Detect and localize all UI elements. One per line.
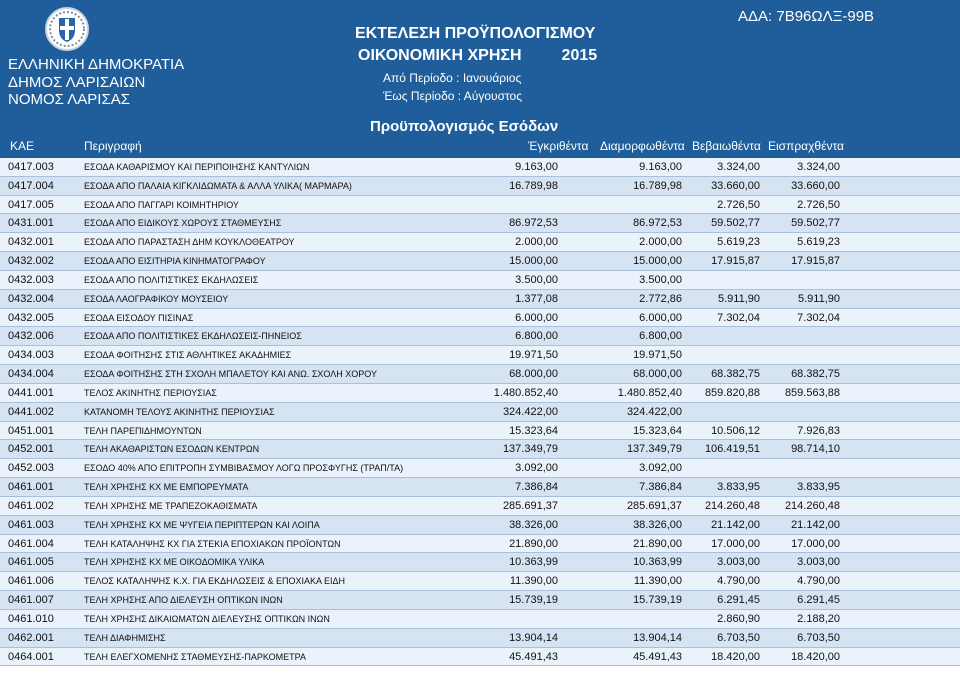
collected-cell: 6.291,45 bbox=[797, 594, 840, 607]
table-row bbox=[0, 535, 960, 554]
collected-cell: 2.726,50 bbox=[797, 198, 840, 211]
description-cell: ΕΣΟΔΟ 40% ΑΠΟ ΕΠΙΤΡΟΠΗ ΣΥΜΒΙΒΑΣΜΟΥ ΛΟΓΩ ΠΡΟΣΦΥΓΗΣ (ΤΡΑΠ/ΤΑ) bbox=[84, 463, 404, 474]
kae-cell: 0434.004 bbox=[8, 368, 54, 381]
description-cell: ΤΕΛΗ ΧΡΗΣΗΣ ΚΧ ΜΕ ΕΜΠΟΡΕΥΜΑΤΑ bbox=[84, 482, 249, 493]
approved-cell: 15.323,64 bbox=[509, 424, 558, 437]
approved-cell: 3.500,00 bbox=[515, 273, 558, 286]
kae-cell: 0461.010 bbox=[8, 612, 54, 625]
approved-cell: 15.000,00 bbox=[509, 255, 558, 268]
approved-cell: 1.377,08 bbox=[515, 292, 558, 305]
kae-cell: 0431.001 bbox=[8, 217, 54, 230]
collected-cell: 859.563,88 bbox=[784, 386, 840, 399]
kae-cell: 0461.004 bbox=[8, 537, 54, 550]
approved-cell: 2.000,00 bbox=[515, 236, 558, 249]
description-cell: ΤΕΛΗ ΔΙΑΦΗΜΙΣΗΣ bbox=[84, 632, 166, 643]
formed-cell: 15.739,19 bbox=[633, 594, 682, 607]
col-kae: ΚΑΕ bbox=[10, 139, 35, 153]
kae-cell: 0432.005 bbox=[8, 311, 54, 324]
description-cell: ΤΕΛΗ ΧΡΗΣΗΣ ΚΧ ΜΕ ΟΙΚΟΔΟΜΙΚΑ ΥΛΙΚΑ bbox=[84, 557, 265, 568]
certified-cell: 59.502,77 bbox=[711, 217, 760, 230]
approved-cell: 6.000,00 bbox=[515, 311, 558, 324]
approved-cell: 21.890,00 bbox=[509, 537, 558, 550]
table-row bbox=[0, 516, 960, 535]
table-row bbox=[0, 403, 960, 422]
formed-cell: 68.000,00 bbox=[633, 368, 682, 381]
kae-cell: 0452.001 bbox=[8, 443, 54, 456]
formed-cell: 13.904,14 bbox=[633, 631, 682, 644]
kae-cell: 0461.002 bbox=[8, 499, 54, 512]
certified-cell: 6.291,45 bbox=[717, 594, 760, 607]
description-cell: ΕΣΟΔΑ ΦΟΙΤΗΣΗΣ ΣΤΗ ΣΧΟΛΗ ΜΠΑΛΕΤΟΥ ΚΑΙ ΑΝΩ. ΣΧΟΛΗ ΧΟΡΟΥ bbox=[84, 369, 377, 380]
col-formed: Διαμορφωθέντα bbox=[600, 139, 685, 153]
period-to: Έως Περίοδο : Αύγουστος bbox=[383, 89, 523, 103]
approved-cell: 68.000,00 bbox=[509, 368, 558, 381]
formed-cell: 7.386,84 bbox=[639, 481, 682, 494]
fiscal-year-line bbox=[358, 47, 597, 65]
collected-cell: 3.833,95 bbox=[797, 481, 840, 494]
formed-cell: 38.326,00 bbox=[633, 518, 682, 531]
table-row bbox=[0, 290, 960, 309]
table-row bbox=[0, 648, 960, 667]
approved-cell: 137.349,79 bbox=[502, 443, 558, 456]
certified-cell: 5.619,23 bbox=[717, 236, 760, 249]
col-approved: Έγκριθέντα bbox=[528, 139, 589, 153]
kae-cell: 0461.005 bbox=[8, 556, 54, 569]
description-cell: ΕΣΟΔΑ ΑΠΟ ΠΟΛΙΤΙΣΤΙΚΕΣ ΕΚΔΗΛΩΣΕΙΣ-ΠΗΝΕΙΟΣ bbox=[84, 331, 302, 342]
collected-cell: 3.324,00 bbox=[797, 161, 840, 173]
col-certified: Βεβαιωθέντα bbox=[692, 139, 761, 153]
description-cell: ΕΣΟΔΑ ΑΠΟ ΠΑΓΓΑΡΙ ΚΟΙΜΗΤΗΡΙΟΥ bbox=[84, 199, 239, 210]
formed-cell: 15.323,64 bbox=[633, 424, 682, 437]
kae-cell: 0432.004 bbox=[8, 292, 54, 305]
col-description: Περιγραφή bbox=[84, 139, 142, 153]
formed-cell: 1.480.852,40 bbox=[617, 386, 682, 399]
budget-table bbox=[0, 158, 960, 666]
certified-cell: 214.260,48 bbox=[704, 499, 760, 512]
formed-cell: 285.691,37 bbox=[626, 499, 682, 512]
certified-cell: 17.000,00 bbox=[711, 537, 760, 550]
description-cell: ΤΕΛΟΣ ΚΑΤΑΛΗΨΗΣ Κ.Χ. ΓΙΑ ΕΚΔΗΛΩΣΕΙΣ & ΕΠΟΧΙΑΚΑ ΕΙΔΗ bbox=[84, 576, 346, 587]
approved-cell: 19.971,50 bbox=[509, 349, 558, 362]
kae-cell: 0461.006 bbox=[8, 575, 54, 588]
table-row bbox=[0, 327, 960, 346]
formed-cell: 324.422,00 bbox=[626, 405, 682, 418]
certified-cell: 3.833,95 bbox=[717, 481, 760, 494]
collected-cell: 17.915,87 bbox=[791, 255, 840, 268]
collected-cell: 21.142,00 bbox=[791, 518, 840, 531]
kae-cell: 0417.004 bbox=[8, 179, 54, 192]
certified-cell: 6.703,50 bbox=[717, 631, 760, 644]
approved-cell: 16.789,98 bbox=[509, 179, 558, 192]
approved-cell: 285.691,37 bbox=[502, 499, 558, 512]
kae-cell: 0441.002 bbox=[8, 405, 54, 418]
table-row bbox=[0, 271, 960, 290]
approved-cell: 45.491,43 bbox=[509, 650, 558, 663]
table-row bbox=[0, 177, 960, 196]
collected-cell: 5.911,90 bbox=[797, 292, 840, 305]
formed-cell: 6.000,00 bbox=[639, 311, 682, 324]
report-header bbox=[0, 0, 960, 118]
table-row bbox=[0, 158, 960, 177]
certified-cell: 2.726,50 bbox=[717, 198, 760, 211]
kae-cell: 0461.003 bbox=[8, 518, 54, 531]
collected-cell: 6.703,50 bbox=[797, 631, 840, 644]
certified-cell: 3.324,00 bbox=[717, 161, 760, 173]
kae-cell: 0432.003 bbox=[8, 273, 54, 286]
table-row bbox=[0, 214, 960, 233]
formed-cell: 19.971,50 bbox=[633, 349, 682, 362]
greek-emblem-icon bbox=[44, 6, 90, 52]
collected-cell: 59.502,77 bbox=[791, 217, 840, 230]
table-row bbox=[0, 422, 960, 441]
formed-cell: 2.000,00 bbox=[639, 236, 682, 249]
approved-cell: 6.800,00 bbox=[515, 330, 558, 343]
collected-cell: 214.260,48 bbox=[784, 499, 840, 512]
table-row bbox=[0, 497, 960, 516]
description-cell: ΕΣΟΔΑ ΑΠΟ ΕΙΣΙΤΗΡΙΑ ΚΙΝΗΜΑΤΟΓΡΑΦΟΥ bbox=[84, 256, 266, 267]
certified-cell: 7.302,04 bbox=[717, 311, 760, 324]
description-cell: ΤΕΛΗ ΕΛΕΓΧΟΜΕΝΗΣ ΣΤΑΘΜΕΥΣΗΣ-ΠΑΡΚΟΜΕΤΡΑ bbox=[84, 651, 306, 662]
certified-cell: 5.911,90 bbox=[717, 292, 760, 305]
ada-code: ΑΔΑ: 7Β96ΩΛΞ-99Β bbox=[738, 8, 875, 25]
table-row bbox=[0, 572, 960, 591]
table-row bbox=[0, 610, 960, 629]
collected-cell: 5.619,23 bbox=[797, 236, 840, 249]
description-cell: ΕΣΟΔΑ ΑΠΟ ΠΟΛΙΤΙΣΤΙΚΕΣ ΕΚΔΗΛΩΣΕΙΣ bbox=[84, 274, 259, 285]
period-from: Από Περίοδο : Ιανουάριος bbox=[383, 71, 522, 85]
col-collected: Εισπραχθέντα bbox=[768, 139, 844, 153]
certified-cell: 859.820,88 bbox=[704, 386, 760, 399]
approved-cell: 15.739,19 bbox=[509, 594, 558, 607]
formed-cell: 9.163,00 bbox=[639, 161, 682, 173]
certified-cell: 106.419,51 bbox=[704, 443, 760, 456]
kae-cell: 0432.006 bbox=[8, 330, 54, 343]
description-cell: ΤΕΛΗ ΧΡΗΣΗΣ ΔΙΚΑΙΩΜΑΤΩΝ ΔΙΕΛΕΥΣΗΣ ΟΠΤΙΚΩΝ ΙΝΩΝ bbox=[84, 613, 330, 624]
table-row bbox=[0, 346, 960, 365]
table-row bbox=[0, 553, 960, 572]
description-cell: ΕΣΟΔΑ ΑΠΟ ΠΑΛΑΙΑ ΚΙΓΚΛΙΔΩΜΑΤΑ & ΑΛΛΑ ΥΛΙΚΑ( ΜΑΡΜΑΡΑ) bbox=[84, 180, 352, 191]
formed-cell: 2.772,86 bbox=[639, 292, 682, 305]
kae-cell: 0441.001 bbox=[8, 386, 54, 399]
formed-cell: 21.890,00 bbox=[633, 537, 682, 550]
collected-cell: 7.926,83 bbox=[797, 424, 840, 437]
formed-cell: 11.390,00 bbox=[633, 575, 682, 588]
org-line-1: ΕΛΛΗΝΙΚΗ ΔΗΜΟΚΡΑΤΙΑ bbox=[8, 56, 185, 73]
table-row bbox=[0, 384, 960, 403]
collected-cell: 17.000,00 bbox=[791, 537, 840, 550]
collected-cell: 3.003,00 bbox=[797, 556, 840, 569]
fiscal-year-label: ΟΙΚΟΝΟΜΙΚΗ ΧΡΗΣΗ bbox=[358, 47, 522, 64]
report-title: ΕΚΤΕΛΕΣΗ ΠΡΟΫΠΟΛΟΓΙΣΜΟΥ bbox=[355, 25, 596, 42]
certified-cell: 10.506,12 bbox=[711, 424, 760, 437]
kae-cell: 0432.001 bbox=[8, 236, 54, 249]
formed-cell: 6.800,00 bbox=[639, 330, 682, 343]
formed-cell: 45.491,43 bbox=[633, 650, 682, 663]
approved-cell: 11.390,00 bbox=[509, 575, 558, 588]
table-row bbox=[0, 252, 960, 271]
table-row bbox=[0, 233, 960, 252]
collected-cell: 7.302,04 bbox=[797, 311, 840, 324]
approved-cell: 10.363,99 bbox=[509, 556, 558, 569]
table-row bbox=[0, 365, 960, 384]
kae-cell: 0432.002 bbox=[8, 255, 54, 268]
kae-cell: 0462.001 bbox=[8, 631, 54, 644]
certified-cell: 33.660,00 bbox=[711, 179, 760, 192]
collected-cell: 98.714,10 bbox=[791, 443, 840, 456]
collected-cell: 18.420,00 bbox=[791, 650, 840, 663]
fiscal-year: 2015 bbox=[561, 47, 598, 64]
table-row bbox=[0, 440, 960, 459]
description-cell: ΤΕΛΗ ΠΑΡΕΠΙΔΗΜΟΥΝΤΩΝ bbox=[84, 425, 202, 436]
kae-cell: 0461.007 bbox=[8, 594, 54, 607]
organization-name bbox=[8, 56, 184, 109]
kae-cell: 0461.001 bbox=[8, 481, 54, 494]
kae-cell: 0417.005 bbox=[8, 198, 54, 211]
table-row bbox=[0, 459, 960, 478]
kae-cell: 0452.003 bbox=[8, 462, 54, 475]
table-row bbox=[0, 629, 960, 648]
formed-cell: 10.363,99 bbox=[633, 556, 682, 569]
approved-cell: 7.386,84 bbox=[515, 481, 558, 494]
description-cell: ΚΑΤΑΝΟΜΗ ΤΕΛΟΥΣ ΑΚΙΝΗΤΗΣ ΠΕΡΙΟΥΣΙΑΣ bbox=[84, 406, 275, 417]
kae-cell: 0464.001 bbox=[8, 650, 54, 663]
formed-cell: 3.500,00 bbox=[639, 273, 682, 286]
approved-cell: 38.326,00 bbox=[509, 518, 558, 531]
description-cell: ΕΣΟΔΑ ΚΑΘΑΡΙΣΜΟΥ ΚΑΙ ΠΕΡΙΠΟΙΗΣΗΣ ΚΑΝΤΥΛΙΩΝ bbox=[84, 162, 310, 172]
approved-cell: 13.904,14 bbox=[509, 631, 558, 644]
description-cell: ΕΣΟΔΑ ΑΠΟ ΠΑΡΑΣΤΑΣΗ ΔΗΜ ΚΟΥΚΛΟΘΕΑΤΡΟΥ bbox=[84, 237, 295, 248]
description-cell: ΕΣΟΔΑ ΛΑΟΓΡΑΦΙΚΟΥ ΜΟΥΣΕΙΟΥ bbox=[84, 293, 229, 304]
certified-cell: 21.142,00 bbox=[711, 518, 760, 531]
description-cell: ΤΕΛΗ ΑΚΑΘΑΡΙΣΤΩΝ ΕΣΟΔΩΝ ΚΕΝΤΡΩΝ bbox=[84, 444, 260, 455]
approved-cell: 86.972,53 bbox=[509, 217, 558, 230]
kae-cell: 0417.003 bbox=[8, 161, 54, 173]
description-cell: ΕΣΟΔΑ ΕΙΣΟΔΟΥ ΠΙΣΙΝΑΣ bbox=[84, 312, 194, 323]
collected-cell: 33.660,00 bbox=[791, 179, 840, 192]
description-cell: ΤΕΛΗ ΧΡΗΣΗΣ ΑΠΟ ΔΙΕΛΕΥΣΗ ΟΠΤΙΚΩΝ ΙΝΩΝ bbox=[84, 595, 283, 606]
description-cell: ΤΕΛΗ ΧΡΗΣΗΣ ΜΕ ΤΡΑΠΕΖΟΚΑΘΙΣΜΑΤΑ bbox=[84, 500, 258, 511]
certified-cell: 4.790,00 bbox=[717, 575, 760, 588]
certified-cell: 18.420,00 bbox=[711, 650, 760, 663]
certified-cell: 17.915,87 bbox=[711, 255, 760, 268]
certified-cell: 3.003,00 bbox=[717, 556, 760, 569]
collected-cell: 4.790,00 bbox=[797, 575, 840, 588]
description-cell: ΤΕΛΗ ΧΡΗΣΗΣ ΚΧ ΜΕ ΨΥΓΕΙΑ ΠΕΡΙΠΤΕΡΩΝ ΚΑΙ ΛΟΙΠΑ bbox=[84, 519, 320, 530]
description-cell: ΤΕΛΗ ΚΑΤΑΛΗΨΗΣ ΚΧ ΓΙΑ ΣΤΕΚΙΑ ΕΠΟΧΙΑΚΩΝ ΠΡΟΪΟΝΤΩΝ bbox=[84, 538, 341, 549]
formed-cell: 86.972,53 bbox=[633, 217, 682, 230]
table-row bbox=[0, 591, 960, 610]
certified-cell: 2.860,90 bbox=[717, 612, 760, 625]
budget-section-title: Προϋπολογισμός Εσόδων bbox=[370, 118, 559, 135]
kae-cell: 0434.003 bbox=[8, 349, 54, 362]
collected-cell: 2.188,20 bbox=[797, 612, 840, 625]
approved-cell: 1.480.852,40 bbox=[493, 386, 558, 399]
org-line-3: ΝΟΜΟΣ ΛΑΡΙΣΑΣ bbox=[8, 91, 131, 108]
formed-cell: 3.092,00 bbox=[639, 462, 682, 475]
formed-cell: 137.349,79 bbox=[626, 443, 682, 456]
table-row bbox=[0, 478, 960, 497]
kae-cell: 0451.001 bbox=[8, 424, 54, 437]
description-cell: ΕΣΟΔΑ ΑΠΟ ΕΙΔΙΚΟΥΣ ΧΩΡΟΥΣ ΣΤΑΘΜΕΥΣΗΣ bbox=[84, 218, 282, 229]
formed-cell: 15.000,00 bbox=[633, 255, 682, 268]
approved-cell: 9.163,00 bbox=[515, 161, 558, 173]
description-cell: ΕΣΟΔΑ ΦΟΙΤΗΣΗΣ ΣΤΙΣ ΑΘΛΗΤΙΚΕΣ ΑΚΑΔΗΜΙΕΣ bbox=[84, 350, 292, 361]
certified-cell: 68.382,75 bbox=[711, 368, 760, 381]
description-cell: ΤΕΛΟΣ ΑΚΙΝΗΤΗΣ ΠΕΡΙΟΥΣΙΑΣ bbox=[84, 387, 217, 398]
approved-cell: 324.422,00 bbox=[502, 405, 558, 418]
collected-cell: 68.382,75 bbox=[791, 368, 840, 381]
formed-cell: 16.789,98 bbox=[633, 179, 682, 192]
table-row bbox=[0, 309, 960, 328]
org-line-2: ΔΗΜΟΣ ΛΑΡΙΣΑΙΩΝ bbox=[8, 73, 146, 91]
table-row bbox=[0, 196, 960, 215]
approved-cell: 3.092,00 bbox=[515, 462, 558, 475]
